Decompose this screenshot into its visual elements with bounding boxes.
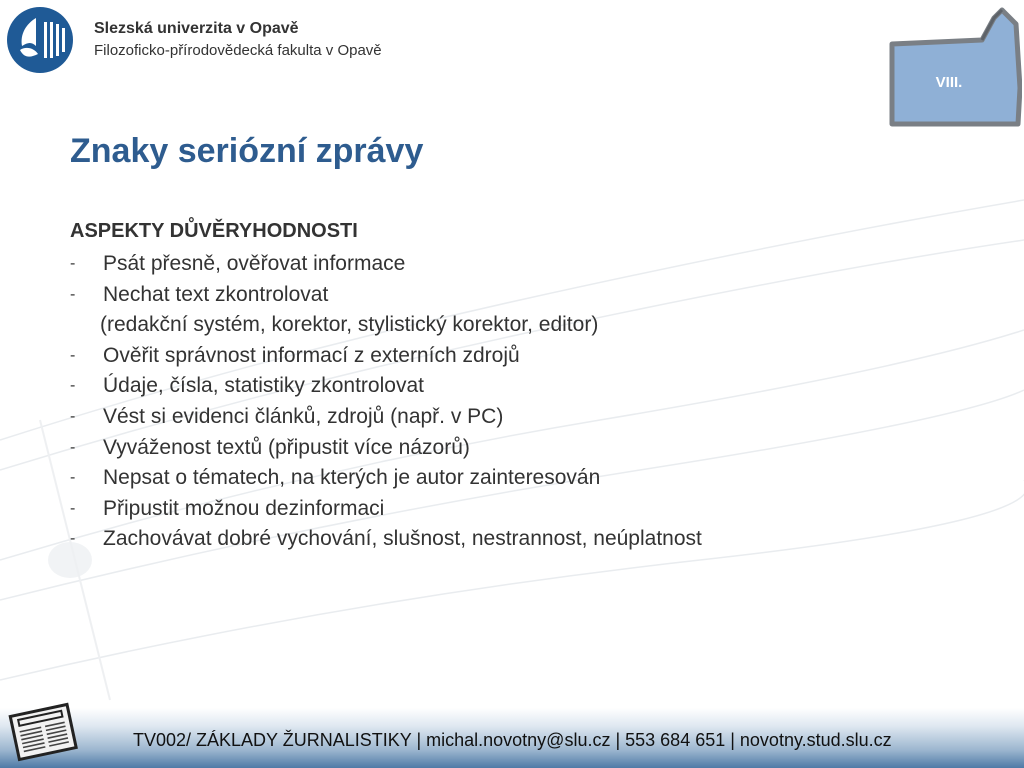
list-item: - Nechat text zkontrolovat: [70, 280, 702, 311]
bullet-marker: -: [70, 377, 76, 395]
list-item: - Údaje, čísla, statistiky zkontrolovat: [70, 371, 702, 402]
slide-title: Znaky seriózní zprávy: [70, 132, 424, 170]
bullet-marker: -: [70, 407, 76, 425]
newspaper-icon: [6, 700, 80, 762]
list-item: - Zachovávat dobré vychování, slušnost, nestrannost, neúplatnost: [70, 524, 702, 555]
list-item-continuation: (redakční systém, korektor, stylistický korektor, editor): [100, 313, 599, 337]
list-item: - Vést si evidenci článků, zdrojů (např. v PC): [70, 402, 702, 433]
list-item: - Nepsat o tématech, na kterých je autor zainteresován: [70, 463, 702, 494]
chapter-badge-icon: [886, 4, 1022, 130]
bullet-marker: -: [70, 255, 76, 272]
header: [6, 6, 466, 76]
bullet-marker: -: [70, 438, 76, 456]
list-item: - Připustit možnou dezinformaci: [70, 494, 702, 525]
university-name: Slezská univerzita v Opavě: [94, 20, 299, 37]
bullet-list: [70, 249, 702, 555]
list-item: - Psát přesně, ověřovat informace: [70, 249, 702, 280]
bullet-marker: -: [70, 346, 76, 364]
university-logo-icon: [6, 6, 74, 74]
footer-text: TV002/ ZÁKLADY ŽURNALISTIKY | michal.novotny@slu.cz | 553 684 651 | novotny.stud.slu.cz: [133, 730, 892, 750]
list-item: - Vyváženost textů (připustit více názorů): [70, 433, 702, 464]
list-item: - Ověřit správnost informací z externích zdrojů: [70, 341, 702, 372]
faculty-name: Filozoficko-přírodovědecká fakulta v Opavě: [94, 42, 382, 59]
bullet-marker: -: [70, 285, 76, 303]
bullet-marker: -: [70, 499, 76, 517]
bullet-marker: -: [70, 530, 76, 548]
section-heading: ASPEKTY DŮVĚRYHODNOSTI: [70, 220, 358, 242]
bullet-marker: -: [70, 469, 76, 487]
chapter-number: VIII.: [935, 74, 963, 91]
